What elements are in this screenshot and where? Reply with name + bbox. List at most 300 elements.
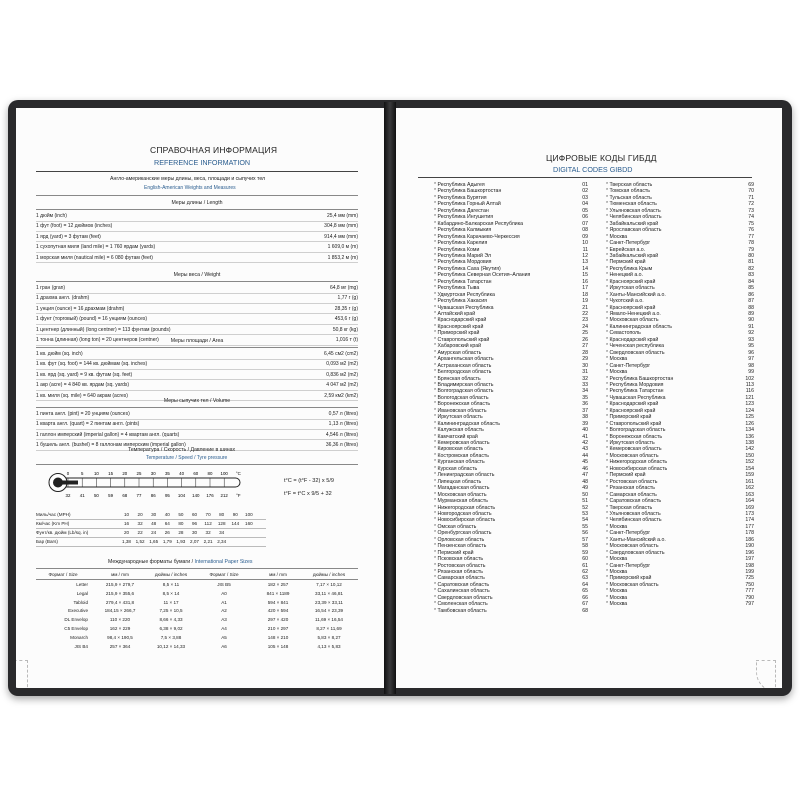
region-code: 142 [745, 446, 754, 453]
region-code: 164 [745, 498, 754, 505]
bullet-icon: * [606, 594, 610, 601]
region-name: Липецкая область [437, 478, 482, 485]
region-name: Волгоградская область [437, 388, 494, 395]
region-code: 14 [582, 265, 588, 272]
region-name: Тверская область [609, 182, 653, 188]
bullet-icon: * [606, 207, 610, 214]
measure-value: 914,4 мм (mm) [324, 233, 358, 240]
region-name: Нижегородская область [609, 459, 668, 466]
paper-cell: 594 × 841 [267, 599, 289, 605]
region-name: Республика Татарстан [437, 278, 492, 285]
bullet-icon: * [606, 562, 610, 569]
region-code: 177 [745, 523, 754, 530]
measure-value: 304,8 мм (mm) [324, 223, 358, 230]
region-code: 22 [582, 311, 588, 317]
paper-cell: 5,83 × 8,27 [317, 634, 341, 640]
region-code: 21 [582, 304, 588, 311]
region-name: Республика Хакасия [437, 298, 487, 305]
region-code: 88 [748, 304, 754, 311]
paper-cell: Monarch [70, 634, 88, 640]
bullet-icon: * [606, 330, 610, 337]
paper-cell: 110 × 220 [109, 617, 131, 623]
row-rule [36, 221, 358, 222]
region-code: 123 [745, 401, 754, 408]
speed-value: 10 [123, 512, 130, 517]
paper-cell: A3 [221, 617, 227, 623]
bullet-icon: * [606, 182, 610, 188]
region-code: 47 [582, 472, 588, 479]
region-name: Тюменская область [609, 201, 657, 208]
measure-name: 1 бушель англ. (bushel) = 8 галлонам имперским (imperial gallon) [36, 442, 186, 449]
measure-section-title: Меры веса / Weight [173, 272, 221, 278]
right-page [396, 108, 782, 688]
celsius-tick: 60 [193, 471, 199, 476]
region-code: 02 [582, 188, 588, 195]
region-code: 77 [748, 233, 754, 240]
region-code: 38 [582, 414, 588, 421]
bullet-icon: * [434, 233, 438, 240]
celsius-tick: 15 [108, 471, 114, 476]
fahrenheit-tick: 176 [206, 493, 214, 498]
bullet-icon: * [606, 233, 610, 240]
celsius-tick: 80 [207, 471, 213, 476]
measure-name: 1 кв. ярд (sq. yard) = 9 кв. футам (sq. feet) [36, 371, 133, 378]
bullet-icon: * [606, 194, 610, 201]
paper-cell: 6,38 × 9,02 [159, 626, 183, 631]
paper-header: мм / mm [111, 572, 129, 577]
region-code: 197 [745, 556, 754, 563]
region-code: 45 [582, 459, 588, 466]
paper-cell: JIS B5 [217, 582, 231, 587]
speed-row-label: Км/час (Km PH) [36, 521, 70, 526]
bullet-icon: * [606, 201, 610, 208]
speed-value: 34 [219, 530, 225, 535]
region-name: Нижегородская область [437, 504, 496, 511]
paper-cell: 23,39 × 33,11 [315, 599, 343, 605]
bullet-icon: * [434, 272, 438, 279]
bullet-icon: * [434, 523, 438, 530]
bullet-icon: * [434, 240, 438, 247]
bullet-icon: * [606, 588, 610, 595]
measure-name: 1 морская миля (nautical mile) = 6 080 футам (feet) [36, 254, 153, 261]
region-code: 96 [748, 349, 754, 356]
row-rule [36, 519, 266, 520]
region-code: 29 [582, 356, 588, 363]
region-code: 725 [745, 575, 754, 582]
celsius-tick: 20 [122, 471, 128, 476]
bullet-icon: * [434, 433, 438, 440]
bullet-icon: * [606, 188, 610, 195]
region-code: 31 [582, 369, 588, 376]
bullet-icon: * [606, 407, 610, 414]
region-name: Севастополь [609, 330, 641, 337]
region-name: Красноярский край [437, 323, 484, 330]
measure-name: 1 акр (acre) = 4 840 кв. ярдам (sq. yards) [36, 382, 130, 389]
paper-cell: A0 [221, 590, 227, 596]
region-name: Тамбовская область [437, 607, 487, 614]
region-code: 64 [582, 581, 588, 588]
region-name: Санкт-Петербург [609, 562, 651, 569]
speed-value: 22 [137, 530, 143, 535]
bullet-icon: * [434, 427, 438, 434]
region-name: Республика Мордовия [437, 259, 492, 266]
region-code: 08 [582, 227, 588, 234]
region-name: Республика Карачаево-Черкессия [437, 233, 520, 240]
bullet-icon: * [606, 581, 610, 588]
speed-value: 26 [164, 530, 170, 535]
paper-cell: A5 [221, 634, 227, 640]
region-code: 35 [582, 394, 588, 401]
region-name: Санкт-Петербург [609, 240, 651, 247]
region-code: 24 [582, 323, 588, 330]
bullet-icon: * [606, 240, 610, 247]
region-name: Кемеровская область [437, 440, 490, 446]
measure-name: 1 кварта англ. (quart) = 2 пинтам англ. (pints) [36, 421, 140, 428]
paper-cell: 210 × 297 [267, 626, 289, 631]
region-code: 56 [582, 530, 588, 537]
region-name: Москва [609, 523, 628, 530]
fahrenheit-tick: 41 [79, 493, 85, 498]
paper-cell: 215,9 × 279,7 [105, 582, 135, 587]
region-name: Москва [609, 369, 628, 376]
bullet-icon: * [606, 291, 610, 298]
bullet-icon: * [606, 272, 610, 279]
bullet-icon: * [606, 517, 610, 524]
region-code: 173 [745, 510, 754, 517]
region-name: Алтайский край [437, 311, 476, 317]
row-rule [36, 546, 266, 547]
bullet-icon: * [434, 510, 438, 517]
region-name: Камчатский край [437, 433, 478, 440]
paper-title-ru: Международные форматы бумаги / International Paper Sizes [108, 559, 253, 565]
region-name: Чукотский а.о. [609, 298, 644, 305]
region-code: 01 [582, 182, 588, 188]
region-code: 46 [582, 465, 588, 472]
measure-section-title: Меры длины / Length [171, 200, 223, 206]
bullet-icon: * [434, 420, 438, 427]
bullet-icon: * [606, 317, 610, 324]
bullet-icon: * [606, 459, 610, 466]
row-rule [36, 429, 358, 430]
region-name: Ямало-Ненецкий а.о. [609, 311, 661, 317]
region-code: 125 [745, 414, 754, 421]
region-name: Республика Коми [437, 246, 480, 253]
region-name: Санкт-Петербург [609, 530, 651, 537]
bullet-icon: * [434, 575, 438, 582]
region-name: Москва [609, 233, 628, 240]
fahrenheit-tick: 68 [122, 493, 128, 498]
region-code: 161 [745, 478, 754, 485]
bullet-icon: * [606, 556, 610, 563]
region-name: Белгородская область [437, 369, 492, 376]
bullet-icon: * [434, 491, 438, 498]
region-code: 190 [745, 543, 754, 550]
region-name: Воронежская область [437, 401, 491, 408]
bullet-icon: * [606, 227, 610, 234]
speed-value: 112 [204, 521, 212, 526]
row-rule [36, 303, 358, 304]
bullet-icon: * [434, 285, 438, 292]
region-name: Оренбургская область [437, 530, 492, 537]
region-code: 44 [582, 452, 588, 459]
celsius-tick: 30 [150, 471, 156, 476]
measure-name: 1 кв. дюйм (sq. inch) [36, 351, 83, 357]
bullet-icon: * [606, 523, 610, 530]
region-code: 32 [582, 375, 588, 382]
speed-value: 2,21 [203, 539, 213, 544]
bullet-icon: * [606, 543, 610, 550]
region-code: 92 [748, 330, 754, 337]
thermometer-scale [36, 466, 246, 506]
region-name: Республика Адыгея [437, 182, 485, 188]
region-name: Красноярский край [609, 407, 656, 414]
measure-value: 36,36 л (litres) [325, 442, 358, 449]
header-rule [36, 579, 358, 580]
bullet-icon: * [606, 491, 610, 498]
gibdd-code-row [434, 608, 588, 614]
region-code: 124 [745, 407, 754, 414]
left-title-en: REFERENCE INFORMATION [154, 158, 251, 167]
region-name: Курганская область [437, 459, 485, 466]
region-code: 25 [582, 330, 588, 337]
region-code: 116 [745, 388, 754, 395]
speed-value: 32 [137, 521, 143, 526]
speed-value: 160 [245, 521, 253, 526]
paper-cell: 279,4 × 431,8 [105, 599, 135, 605]
speed-value: 48 [151, 521, 157, 526]
bullet-icon: * [434, 388, 438, 395]
region-code: 69 [748, 182, 754, 188]
region-code: 33 [582, 381, 588, 388]
measure-name: 1 кв. миля (sq. mile) = 640 акрам (acres) [36, 392, 128, 399]
bullet-icon: * [434, 498, 438, 505]
paper-cell: 8,66 × 4,33 [159, 617, 183, 623]
region-name: Самарская область [609, 491, 657, 498]
measure-value: 1,77 г (g) [337, 295, 358, 302]
region-code: 40 [582, 427, 588, 434]
measure-value: 28,35 г (g) [334, 305, 358, 312]
region-name: Республика Башкортостан [609, 375, 674, 382]
region-name: Вологодская область [437, 394, 489, 401]
region-code: 28 [582, 349, 588, 356]
bullet-icon: * [434, 356, 438, 363]
region-name: Брянская область [437, 375, 481, 382]
region-name: Республика Горный Алтай [437, 201, 501, 208]
celsius-tick: 5 [80, 471, 84, 476]
region-name: Омская область [437, 523, 477, 530]
region-name: Москва [609, 556, 628, 563]
temp-title-en: Temperature / Speed / Tyre pressure [146, 455, 228, 461]
bullet-icon: * [434, 414, 438, 421]
bullet-icon: * [606, 246, 610, 253]
speed-value: 1,65 [149, 539, 159, 544]
bullet-icon: * [434, 478, 438, 485]
bullet-icon: * [434, 188, 438, 195]
bullet-icon: * [434, 459, 438, 466]
region-code: 58 [582, 543, 588, 550]
celsius-tick: 40 [179, 471, 185, 476]
region-name: Чеченская республика [609, 343, 664, 350]
gibdd-code-row [606, 601, 754, 607]
bullet-icon: * [434, 401, 438, 408]
bullet-icon: * [606, 569, 610, 575]
speed-value: 1,38 [122, 539, 131, 544]
bullet-icon: * [606, 394, 610, 401]
paper-cell: 16,54 × 23,39 [314, 608, 344, 614]
measure-value: 4,546 л (litres) [325, 431, 358, 438]
region-code: 198 [745, 562, 754, 569]
bullet-icon: * [434, 259, 438, 266]
region-code: 159 [745, 472, 754, 479]
bullet-icon: * [606, 381, 610, 388]
row-rule [36, 359, 358, 360]
region-name: Калининградская область [609, 323, 672, 330]
measure-value: 6,45 см2 (cm2) [323, 351, 358, 357]
region-code: 48 [582, 478, 588, 485]
region-name: Еврейская а.о. [609, 246, 646, 253]
region-name: Новгородская область [437, 510, 492, 517]
paper-cell: JIS B4 [74, 643, 88, 649]
region-name: Хабаровский край [437, 343, 482, 350]
bullet-icon: * [606, 214, 610, 221]
region-code: 89 [748, 311, 754, 317]
measure-name: 1 фунт (торговый) (pound) = 16 унциям (ounces) [36, 316, 148, 323]
bullet-icon: * [606, 504, 610, 511]
bullet-icon: * [606, 601, 610, 608]
speed-value: 64 [164, 521, 170, 526]
region-code: 42 [582, 440, 588, 446]
paper-cell: DL Envelop [64, 617, 88, 623]
region-name: Республика Тыва [437, 285, 480, 292]
bullet-icon: * [606, 349, 610, 356]
speed-value: 100 [245, 512, 253, 517]
region-code: 91 [748, 323, 754, 330]
region-code: 121 [745, 394, 754, 401]
bullet-icon: * [606, 510, 610, 517]
row-rule [36, 439, 358, 440]
measure-section-title: Меры сыпучих тел / Volume [163, 398, 231, 404]
bullet-icon: * [434, 446, 438, 453]
region-name: Костромская область [437, 452, 490, 459]
bullet-icon: * [606, 343, 610, 350]
speed-row-label: Фунт/кв. дюйм (Lb/sq. in) [36, 530, 89, 535]
bullet-icon: * [606, 323, 610, 330]
celsius-tick: 100 [220, 471, 228, 476]
region-code: 86 [748, 291, 754, 298]
fahrenheit-tick: 59 [108, 493, 114, 498]
region-code: 71 [748, 194, 754, 201]
bullet-icon: * [434, 607, 438, 614]
region-name: Самарская область [437, 575, 485, 582]
fahrenheit-tick: °F [236, 493, 241, 498]
region-code: 150 [745, 452, 754, 459]
region-code: 126 [745, 420, 754, 427]
paper-cell: 11,69 × 16,54 [315, 617, 343, 623]
region-name: Москва [609, 601, 628, 608]
bullet-icon: * [434, 485, 438, 492]
speed-value: 144 [231, 521, 240, 526]
bullet-icon: * [606, 336, 610, 343]
region-code: 09 [582, 233, 588, 240]
region-name: Московская область [437, 491, 487, 498]
region-code: 85 [748, 285, 754, 292]
left-page [16, 108, 384, 688]
region-name: Красноярский край [609, 278, 656, 285]
region-name: Республика Бурятия [437, 194, 487, 201]
region-name: Республика Калмыкия [437, 227, 492, 234]
region-code: 04 [582, 201, 588, 208]
region-code: 95 [748, 343, 754, 350]
speed-value: 96 [191, 521, 198, 526]
row-rule [36, 231, 358, 232]
region-code: 70 [748, 188, 754, 195]
region-name: Тверская область [609, 504, 653, 511]
measure-name: 1 драхма англ. (drahm) [36, 295, 90, 302]
fahrenheit-tick: 140 [192, 493, 200, 498]
speed-value: 90 [232, 512, 238, 517]
region-code: 50 [582, 491, 588, 498]
bullet-icon: * [606, 465, 610, 472]
paper-cell: 7,5 × 3,88 [160, 634, 182, 640]
bullet-icon: * [434, 323, 438, 330]
region-code: 37 [582, 407, 588, 414]
measure-value: 1,016 т (t) [335, 337, 358, 343]
region-name: Кабардино-Балкарская Республика [437, 220, 523, 227]
bullet-icon: * [434, 381, 438, 388]
region-code: 196 [745, 549, 754, 556]
bullet-icon: * [434, 440, 438, 446]
bullet-icon: * [606, 414, 610, 421]
region-code: 102 [745, 375, 754, 382]
bullet-icon: * [606, 220, 610, 227]
region-name: Московская область [609, 543, 659, 550]
celsius-tick: 25 [136, 471, 142, 476]
region-code: 790 [745, 594, 754, 601]
paper-header: Формат / Size [209, 572, 239, 577]
bullet-icon: * [606, 530, 610, 537]
region-code: 36 [582, 401, 588, 408]
region-code: 66 [582, 594, 588, 601]
region-name: Москва [609, 588, 628, 595]
measure-value: 453,6 г (g) [334, 316, 358, 323]
region-name: Иркутская область [609, 285, 655, 292]
bullet-icon: * [434, 530, 438, 537]
bullet-icon: * [434, 220, 438, 227]
bullet-icon: * [434, 343, 438, 350]
region-name: Кировская область [437, 446, 484, 453]
speed-value: 20 [137, 512, 143, 517]
region-name: Республика Дагестан [437, 207, 489, 214]
formula-fahrenheit: t°F = t°C x 9/5 + 32 [284, 491, 332, 497]
bullet-icon: * [434, 465, 438, 472]
region-code: 57 [582, 536, 588, 543]
region-name: Московская область [609, 452, 659, 459]
row-rule [36, 537, 266, 538]
row-rule [36, 390, 358, 391]
bullet-icon: * [606, 452, 610, 459]
region-code: 55 [582, 523, 588, 530]
bullet-icon: * [606, 362, 610, 369]
region-name: Смоленская область [437, 601, 488, 608]
measure-name: 1 гран (gran) [36, 285, 66, 291]
bullet-icon: * [606, 446, 610, 453]
row-rule [36, 334, 358, 335]
bullet-icon: * [434, 336, 438, 343]
region-code: 174 [745, 517, 754, 524]
bullet-icon: * [434, 543, 438, 550]
fahrenheit-tick: 86 [150, 493, 156, 498]
region-name: Рязанская область [437, 569, 484, 575]
